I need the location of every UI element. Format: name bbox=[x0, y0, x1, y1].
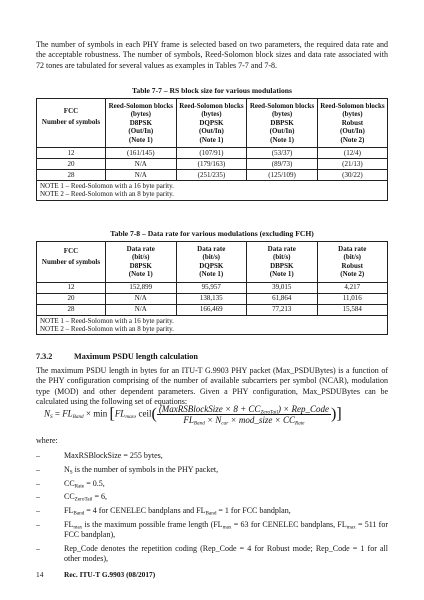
list-item: – MaxRSBlockSize = 255 bytes, bbox=[36, 451, 163, 460]
table-cell: 4,217 bbox=[317, 282, 388, 293]
table-row bbox=[37, 148, 388, 159]
table-7-7-caption: Table 7-7 – RS block size for various modulations bbox=[132, 86, 292, 95]
section-heading bbox=[36, 352, 388, 361]
header-cell: Data rate (bit/s) Robust (Note 2) bbox=[317, 242, 388, 283]
definitions-list bbox=[36, 451, 388, 568]
table-cell: 28 bbox=[37, 170, 106, 181]
table-cell: 152,899 bbox=[106, 282, 177, 293]
table-cell: N/A bbox=[106, 159, 177, 170]
table-cell: 39,015 bbox=[247, 282, 318, 293]
list-item: – $N_S$ is the number of symbols in the PHY packet, bbox=[36, 464, 219, 476]
page-number: 14 bbox=[36, 570, 44, 579]
table-note: NOTE 1 – Reed-Solomon with a 16 byte parity. NOTE 2 – Reed-Solomon with an 8 byte parity. bbox=[37, 315, 388, 335]
table-cell: 61,864 bbox=[247, 293, 318, 304]
table-note: NOTE 1 – Reed-Solomon with a 16 byte parity. NOTE 2 – Reed-Solomon with an 8 byte parity. bbox=[37, 181, 388, 201]
table-cell: (161/145) bbox=[106, 148, 177, 159]
header-cell: Data rate (bit/s) DQPSK (Note 1) bbox=[176, 242, 247, 283]
table-cell: (107/91) bbox=[176, 148, 247, 159]
table-cell: 20 bbox=[37, 159, 106, 170]
table-row bbox=[37, 304, 388, 315]
section-number: 7.3.2 bbox=[36, 352, 53, 361]
table-note-row bbox=[37, 315, 388, 335]
table-7-8-caption: Table 7-8 – Data rate for various modulations (excluding FCH) bbox=[110, 229, 314, 238]
list-item: – Rep_Code denotes the repetition coding (Rep_Code = 4 for Robust mode; Rep_Code = 1 for all other modes), bbox=[36, 543, 388, 564]
table-cell: (53/37) bbox=[247, 148, 318, 159]
header-cell: FCC Number of symbols bbox=[37, 99, 106, 148]
header-cell: Data rate (bit/s) D8PSK (Note 1) bbox=[106, 242, 177, 283]
table-cell: (179/163) bbox=[176, 159, 247, 170]
table-cell: N/A bbox=[106, 304, 177, 315]
footer-title: Rec. ITU-T G.9903 (08/2017) bbox=[64, 570, 156, 579]
header-cell: Reed-Solomon blocks (bytes) DQPSK (Out/In) (Note 1) bbox=[176, 99, 247, 148]
table-7-7 bbox=[36, 98, 388, 201]
table-header-row bbox=[37, 99, 388, 148]
list-item: – $CC_{Rate} = 0.5$, bbox=[36, 478, 105, 490]
table-row bbox=[37, 293, 388, 304]
header-cell: Data rate (bit/s) DBPSK (Note 1) bbox=[247, 242, 318, 283]
table-cell: 28 bbox=[37, 304, 106, 315]
table-cell: 11,016 bbox=[317, 293, 388, 304]
table-cell: N/A bbox=[106, 293, 177, 304]
table-row bbox=[37, 170, 388, 181]
table-cell: (21/13) bbox=[317, 159, 387, 170]
table-note-row bbox=[37, 181, 388, 201]
table-cell: (12/4) bbox=[317, 148, 387, 159]
header-cell: FCC Number of symbols bbox=[37, 242, 106, 283]
page-footer bbox=[36, 570, 155, 579]
list-item: – $FL_{Band} = 4$ for CENELEC bandplans and $FL_{Band} = 1$ for FCC bandplan, bbox=[36, 506, 291, 517]
table-cell: 20 bbox=[37, 293, 106, 304]
table-7-8 bbox=[36, 241, 388, 335]
table-cell: 166,469 bbox=[176, 304, 247, 315]
table-cell: (89/73) bbox=[247, 159, 318, 170]
table-cell: 12 bbox=[37, 148, 106, 159]
list-item: – $CC_{ZeroTail} = 6$, bbox=[36, 492, 107, 503]
table-cell: 15,584 bbox=[317, 304, 388, 315]
table-cell: 12 bbox=[37, 282, 106, 293]
list-item: – $FL_{max}$ is the maximum possible frame length ($FL_{max} = 63$ for CENELEC bandplans, $FL_{max} = 511$ for FCC bandplan), bbox=[36, 519, 389, 540]
table-row bbox=[37, 159, 388, 170]
header-cell: Reed-Solomon blocks (bytes) D8PSK (Out/In) (Note 1) bbox=[106, 99, 177, 148]
header-cell: Reed-Solomon blocks (bytes) Robust (Out/In) (Note 2) bbox=[317, 99, 387, 148]
table-row bbox=[37, 282, 388, 293]
section-title: Maximum PSDU length calculation bbox=[74, 352, 198, 361]
intro-paragraph: The number of symbols in each PHY frame is selected based on two parameters, the required data rate and the acceptable robustness. The number of symbols, Reed-Solomon block sizes and data rate associated with 72 tones are tabulated for several values as examples in Tables 7-7 and 7-8. bbox=[36, 40, 388, 70]
header-cell: Reed-Solomon blocks (bytes) DBPSK (Out/In) (Note 1) bbox=[247, 99, 318, 148]
where-label: where: bbox=[36, 436, 58, 445]
table-cell: 138,135 bbox=[176, 293, 247, 304]
table-cell: (251/235) bbox=[176, 170, 247, 181]
table-cell: 77,213 bbox=[247, 304, 318, 315]
table-header-row bbox=[37, 242, 388, 283]
table-cell: (125/109) bbox=[247, 170, 318, 181]
section-paragraph: The maximum PSDU length in bytes for an ITU-T G.9903 PHY packet (Max_PSDUBytes) is a function of the PHY configuration comprising of the number of available subcarriers per symbol (NCAR), modulation type (MOD) and other dependent parameters. Given a PHY configuration, Max_PSDUBytes can be calculated using the following set of equations: bbox=[36, 366, 388, 407]
table-cell: N/A bbox=[106, 170, 177, 181]
table-cell: (30/22) bbox=[317, 170, 387, 181]
equation: $N_S = FL_{Band} \times \min [FL_{max}$, ceil( $\frac{(MaxRSBlockSize \times 8 + CC_{ZeroTail}) \times Rep\_Code}{FL_{Band} \times N_{car} \times mod\_size \times CC_{Rate}}$ )] bbox=[44, 404, 342, 427]
table-cell: 95,957 bbox=[176, 282, 247, 293]
